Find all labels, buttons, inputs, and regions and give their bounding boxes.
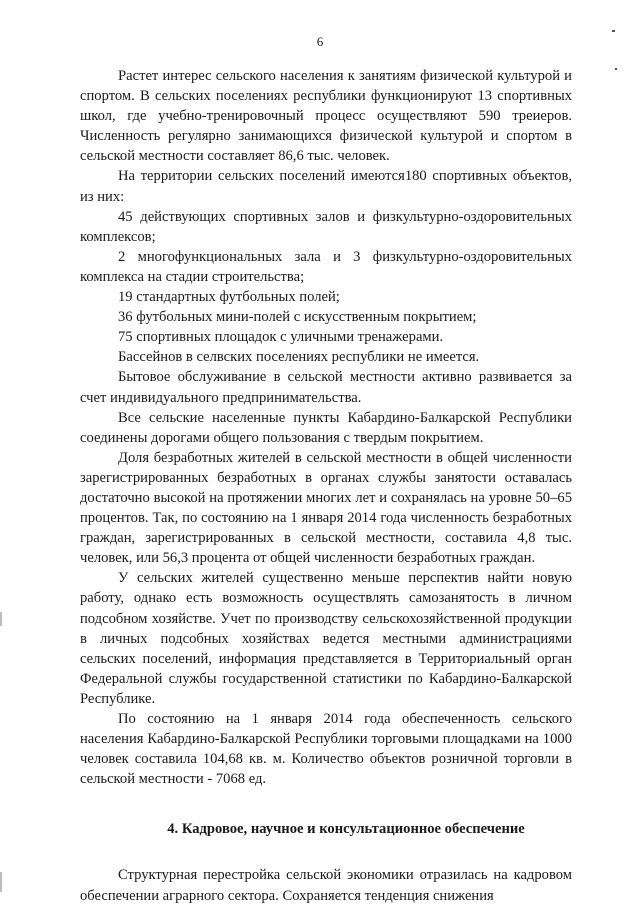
- paragraph-retail: По состоянию на 1 января 2014 года обеспеченность сельского населения Кабардино-Балкарской Республики торговыми площадками на 1000 человек составила 104,68 кв. м. Количество объектов розничной торговли в сельской местности - 7068 ед.: [80, 711, 572, 788]
- scan-edge-mark: [0, 612, 2, 626]
- section-heading: 4. Кадровое, научное и консультационное обеспечение: [167, 821, 525, 838]
- scan-edge-mark: [0, 872, 2, 892]
- list-item-mini-fields: 36 футбольных мини-полей с искусственным покрытием;: [118, 309, 477, 326]
- paragraph-sport-interest: Растет интерес сельского населения к занятиям физической культурой и спортом. В сельских поселениях республики функционируют 13 спортивных школ, где учебно-тренировочный процесс осуществляют 590 треиеров. Численность регулярно занимающихся физической культурой и спортом в сельской местности составляет 86,6 тыс. человек.: [80, 68, 572, 165]
- paragraph-staffing: Структурная перестройка сельской экономики отразилась на кадровом обеспечении аграрного сектора. Сохраняется тенденция снижения: [80, 867, 572, 904]
- paragraph-sport-objects: На территории сельских поселений имеются180 спортивных объектов, из них:: [80, 168, 572, 205]
- paragraph-self-employment: У сельских жителей существенно меньше перспектив найти новую работу, однако есть возможность осуществлять самозанятость в личном подсобном хозяйстве. Учет по производству сельскохозяйственной продукции в личных подсобных хозяйствах ведется местными администрациями сельских поселений, информация представляется в Территориальный орган Федеральной службы государственной статистики по Кабардино-Балкарской Республике.: [80, 570, 572, 707]
- paragraph-unemployment: Доля безработных жителей в сельской местности в общей численности зарегистрированных безработных в органах службы занятости оставалась достаточно высокой на протяжении многих лет и сохранялась на уровне 50–65 процентов. Так, по состоянию на 1 января 2014 года численность безработных граждан, зарегистрированных в сельской местности, составила 4,8 тыс. человек, или 56,3 процента от общей численности безработных граждан.: [80, 449, 572, 567]
- list-item-sport-halls: 45 действующих спортивных залов и физкультурно-оздоровительных комплексов;: [80, 208, 572, 245]
- list-item-football-fields: 19 стандартных футбольных полей;: [118, 289, 340, 306]
- list-item-sport-grounds: 75 спортивных площадок с уличными тренажерами.: [118, 329, 444, 346]
- paragraph-roads: Все сельские населенные пункты Кабардино-Балкарской Республики соединены дорогами общего пользования с твердым покрытием.: [80, 409, 572, 446]
- paragraph-pools: Бассейнов в селвских поселениях республики не имеется.: [118, 349, 480, 366]
- scan-speck: [612, 30, 615, 32]
- scan-speck: [615, 68, 617, 70]
- document-body: [80, 66, 572, 906]
- paragraph-household-services: Бытовое обслуживание в сельской местности активно развивается за счет индивидуального предпринимательства.: [80, 369, 572, 406]
- list-item-construction: 2 многофункциональных зала и 3 физкультурно-оздоровительных комплекса на стадии строительства;: [80, 248, 572, 285]
- page-number: 6: [316, 34, 324, 49]
